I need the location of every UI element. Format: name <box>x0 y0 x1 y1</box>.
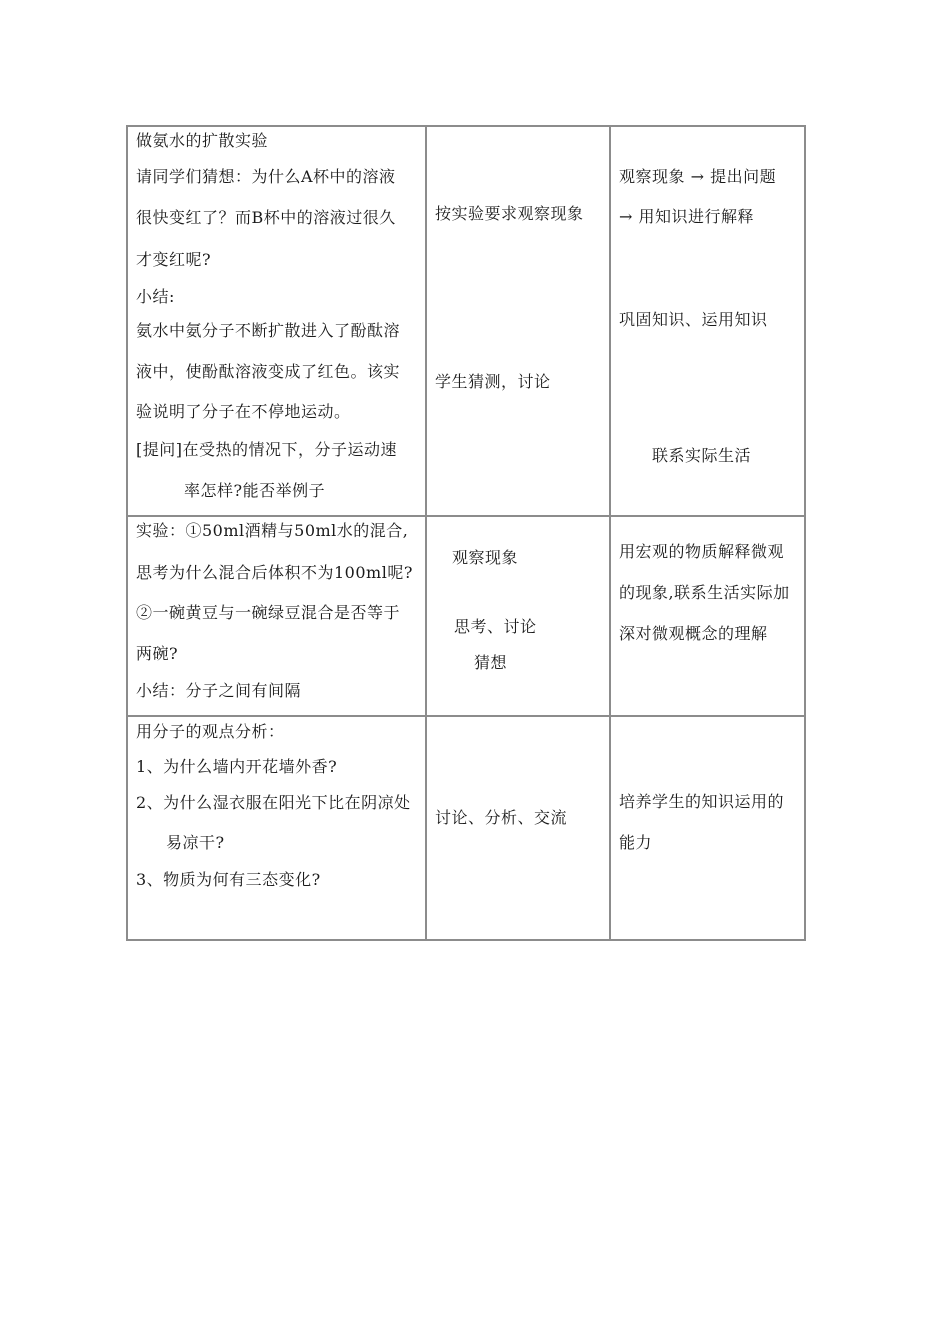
row1-teacher-line-3: 很快变红了？而B杯中的溶液过很久 <box>136 208 396 227</box>
row1-student-line-1: 按实验要求观察现象 <box>435 204 584 223</box>
row3-teacher-line-4: 易凉干? <box>166 833 225 852</box>
row2-teacher-line-3: ②一碗黄豆与一碗绿豆混合是否等于 <box>136 603 401 622</box>
column-divider <box>425 127 427 939</box>
row1-intent-line-2: → 用知识进行解释 <box>619 207 754 226</box>
row2-teacher-line-2: 思考为什么混合后体积不为100ml呢? <box>136 563 413 582</box>
column-divider <box>609 127 611 939</box>
row1-teacher-line-5: 小结: <box>136 287 175 306</box>
row2-student-line-1: 观察现象 <box>452 548 519 567</box>
row1-intent-line-3: 巩固知识、运用知识 <box>619 310 768 329</box>
row3-teacher-line-2: 1、为什么墙内开花墙外香? <box>136 757 338 776</box>
row2-intent-line-1: 用宏观的物质解释微观 <box>619 542 785 561</box>
row1-teacher-line-8: 验说明了分子在不停地运动。 <box>136 402 351 421</box>
row1-teacher-line-9: [提问]在受热的情况下，分子运动速 <box>136 440 397 459</box>
row1-teacher-line-10: 率怎样?能否举例子 <box>184 481 326 500</box>
row-divider <box>128 515 804 517</box>
row3-student-line-1: 讨论、分析、交流 <box>435 808 568 827</box>
row1-teacher-line-6: 氨水中氨分子不断扩散进入了酚酞溶 <box>136 321 401 340</box>
row1-intent-line-1: 观察现象 → 提出问题 <box>619 167 777 186</box>
row1-teacher-line-2: 请同学们猜想：为什么A杯中的溶液 <box>136 167 396 186</box>
row2-intent-line-3: 深对微观概念的理解 <box>619 624 768 643</box>
row1-intent-line-4: 联系实际生活 <box>652 446 752 465</box>
row2-teacher-line-5: 小结：分子之间有间隔 <box>136 681 302 700</box>
row3-teacher-line-1: 用分子的观点分析： <box>136 722 285 741</box>
row2-teacher-line-4: 两碗? <box>136 644 179 663</box>
row3-teacher-line-5: 3、物质为何有三态变化? <box>136 870 321 889</box>
row3-intent-line-2: 能力 <box>619 833 653 852</box>
row2-student-line-3: 猜想 <box>474 653 508 672</box>
row1-teacher-line-4: 才变红呢? <box>136 250 212 269</box>
row2-student-line-2: 思考、讨论 <box>454 617 537 636</box>
row3-teacher-line-3: 2、为什么湿衣服在阳光下比在阴凉处 <box>136 793 411 812</box>
lesson-plan-table <box>126 125 806 941</box>
row2-intent-line-2: 的现象,联系生活实际加 <box>619 583 790 602</box>
row1-teacher-line-1: 做氨水的扩散实验 <box>136 131 269 150</box>
row1-teacher-line-7: 液中，使酚酞溶液变成了红色。该实 <box>136 362 401 381</box>
row1-student-line-2: 学生猜测，讨论 <box>435 372 551 391</box>
row3-intent-line-1: 培养学生的知识运用的 <box>619 792 785 811</box>
row-divider <box>128 715 804 717</box>
row2-teacher-line-1: 实验：①50ml酒精与50ml水的混合, <box>136 521 409 540</box>
